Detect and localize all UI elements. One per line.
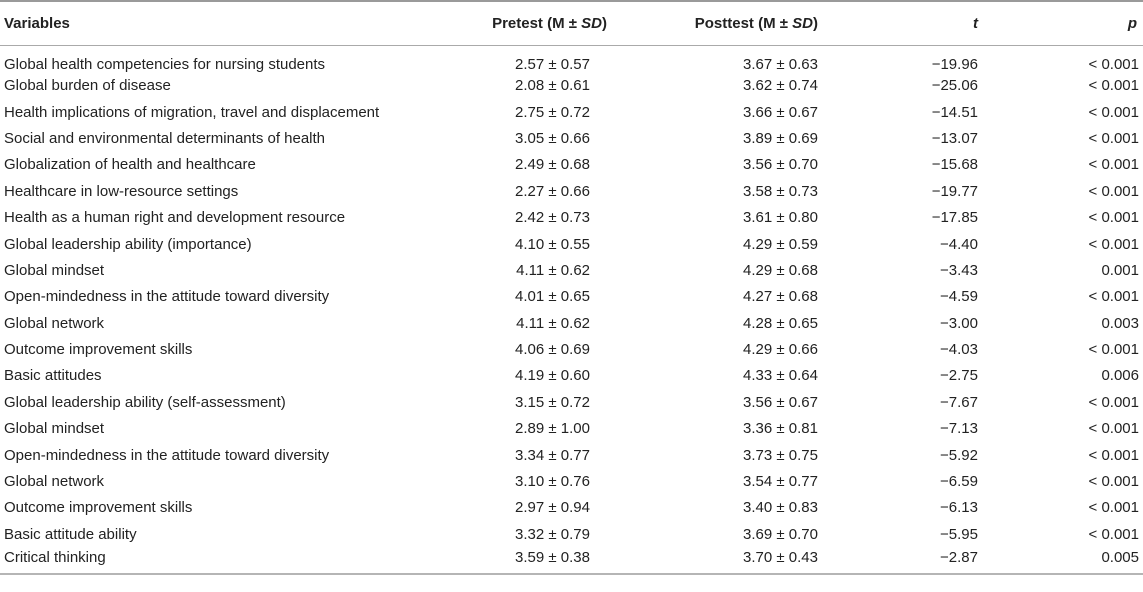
cell-p: < 0.001 — [1088, 235, 1139, 253]
cell-pretest: 2.49 ± 0.68 — [515, 156, 590, 174]
cell-t: −4.40 — [940, 235, 978, 253]
table-row — [0, 99, 1143, 125]
table-row — [0, 204, 1143, 230]
cell-variable: Healthcare in low-resource settings — [4, 182, 239, 200]
table-row — [0, 152, 1143, 178]
header-variables: Variables — [0, 1, 440, 45]
cell-p: < 0.001 — [1088, 209, 1139, 227]
cell-pretest: 3.10 ± 0.76 — [515, 473, 590, 491]
cell-p: < 0.001 — [1088, 156, 1139, 174]
cell-pretest: 3.34 ± 0.77 — [515, 446, 590, 464]
cell-p: < 0.001 — [1088, 446, 1139, 464]
header-t: t — [860, 1, 1020, 45]
cell-p: 0.006 — [1101, 367, 1139, 385]
cell-pretest: 4.10 ± 0.55 — [515, 235, 590, 253]
cell-posttest: 3.66 ± 0.67 — [743, 103, 818, 121]
cell-posttest: 3.58 ± 0.73 — [743, 182, 818, 200]
table-row — [0, 178, 1143, 204]
table-row — [0, 363, 1143, 389]
cell-pretest: 4.01 ± 0.65 — [515, 288, 590, 306]
cell-p: < 0.001 — [1088, 341, 1139, 359]
cell-posttest: 4.33 ± 0.64 — [743, 367, 818, 385]
cell-p: < 0.001 — [1088, 499, 1139, 517]
table-row — [0, 468, 1143, 494]
cell-posttest: 4.29 ± 0.66 — [743, 341, 818, 359]
cell-p: < 0.001 — [1088, 129, 1139, 147]
cell-variable: Basic attitudes — [4, 367, 102, 385]
cell-pretest: 2.42 ± 0.73 — [515, 209, 590, 227]
header-posttest-prefix: Posttest (M ± — [694, 14, 793, 32]
cell-pretest: 2.97 ± 0.94 — [515, 499, 590, 517]
cell-t: −15.68 — [931, 156, 978, 174]
cell-pretest: 2.08 ± 0.61 — [515, 77, 590, 95]
table-row — [0, 310, 1143, 336]
cell-variable: Global mindset — [4, 261, 105, 279]
cell-t: −4.59 — [940, 288, 978, 306]
table-row — [0, 389, 1143, 415]
cell-p: < 0.001 — [1088, 182, 1139, 200]
cell-variable: Health implications of migration, travel and displacement — [4, 103, 380, 121]
cell-variable: Global mindset — [4, 420, 105, 438]
cell-p: < 0.001 — [1088, 77, 1139, 95]
cell-variable: Global network — [4, 473, 105, 491]
cell-t: −3.00 — [940, 314, 978, 332]
cell-variable: Open-mindedness in the attitude toward diversity — [4, 446, 330, 464]
cell-pretest: 2.57 ± 0.57 — [515, 55, 590, 73]
cell-t: −4.03 — [940, 341, 978, 359]
table-row — [0, 231, 1143, 257]
cell-pretest: 4.11 ± 0.62 — [516, 261, 590, 279]
cell-posttest: 3.62 ± 0.74 — [743, 77, 818, 95]
cell-variable: Outcome improvement skills — [4, 499, 193, 517]
cell-t: −14.51 — [931, 103, 978, 121]
cell-variable: Global leadership ability (importance) — [4, 235, 252, 253]
cell-posttest: 3.69 ± 0.70 — [743, 525, 818, 543]
cell-pretest: 3.32 ± 0.79 — [515, 525, 590, 543]
cell-pretest: 3.59 ± 0.38 — [440, 548, 635, 574]
cell-pretest: 2.75 ± 0.72 — [515, 103, 590, 121]
cell-variable: Social and environmental determinants of health — [4, 129, 326, 147]
table-row — [0, 442, 1143, 468]
header-pretest-suffix: ) — [602, 14, 607, 32]
cell-posttest: 3.36 ± 0.81 — [743, 420, 818, 438]
cell-t: −7.67 — [940, 393, 978, 411]
cell-posttest: 3.73 ± 0.75 — [743, 446, 818, 464]
cell-variable: Health as a human right and development resource — [4, 209, 346, 227]
table-row — [0, 416, 1143, 442]
header-posttest-suffix: ) — [813, 14, 818, 32]
table-header — [0, 1, 1143, 45]
cell-p: < 0.001 — [1088, 420, 1139, 438]
table-row — [0, 45, 1143, 73]
table-row — [0, 73, 1143, 99]
cell-variable: Global leadership ability (self-assessment) — [4, 393, 286, 411]
cell-p: < 0.001 — [1088, 55, 1139, 73]
cell-pretest: 4.19 ± 0.60 — [515, 367, 590, 385]
cell-variable: Global network — [4, 314, 105, 332]
header-p: p — [1020, 1, 1143, 45]
cell-posttest: 3.54 ± 0.77 — [743, 473, 818, 491]
header-row — [0, 1, 1143, 45]
cell-p: < 0.001 — [1088, 473, 1139, 491]
cell-posttest: 3.89 ± 0.69 — [743, 129, 818, 147]
cell-p: < 0.001 — [1088, 393, 1139, 411]
cell-variable: Global health competencies for nursing students — [4, 55, 326, 73]
header-pretest-sd: SD — [581, 14, 602, 32]
header-posttest — [635, 1, 860, 45]
cell-posttest: 4.27 ± 0.68 — [743, 288, 818, 306]
cell-p: 0.003 — [1101, 314, 1139, 332]
table-row — [0, 257, 1143, 283]
table-row — [0, 284, 1143, 310]
cell-p: < 0.001 — [1088, 288, 1139, 306]
cell-t: −17.85 — [931, 209, 978, 227]
cell-posttest: 3.56 ± 0.67 — [743, 393, 818, 411]
table-row — [0, 548, 1143, 574]
cell-posttest: 4.29 ± 0.59 — [743, 235, 818, 253]
cell-posttest: 3.40 ± 0.83 — [743, 499, 818, 517]
table-row — [0, 125, 1143, 151]
cell-pretest: 2.27 ± 0.66 — [515, 182, 590, 200]
cell-posttest: 4.29 ± 0.68 — [743, 261, 818, 279]
table-body — [0, 45, 1143, 574]
cell-posttest: 3.61 ± 0.80 — [743, 209, 818, 227]
cell-pretest: 3.05 ± 0.66 — [515, 129, 590, 147]
cell-t: −3.43 — [940, 261, 978, 279]
cell-variable: Open-mindedness in the attitude toward diversity — [4, 288, 330, 306]
cell-p: 0.005 — [1020, 548, 1143, 574]
table-row — [0, 521, 1143, 547]
cell-t: −5.92 — [940, 446, 978, 464]
cell-t: −2.87 — [860, 548, 1020, 574]
cell-variable: Critical thinking — [0, 548, 440, 574]
cell-p: < 0.001 — [1088, 525, 1139, 543]
cell-posttest: 3.67 ± 0.63 — [743, 55, 818, 73]
cell-variable: Basic attitude ability — [4, 525, 137, 543]
cell-variable: Global burden of disease — [4, 77, 171, 95]
cell-t: −19.96 — [931, 55, 978, 73]
cell-t: −6.59 — [940, 473, 978, 491]
cell-variable: Outcome improvement skills — [4, 341, 193, 359]
cell-pretest: 4.06 ± 0.69 — [515, 341, 590, 359]
cell-posttest: 3.56 ± 0.70 — [743, 156, 818, 174]
cell-t: −6.13 — [940, 499, 978, 517]
cell-posttest: 4.28 ± 0.65 — [743, 314, 818, 332]
cell-variable: Globalization of health and healthcare — [4, 156, 256, 174]
table-row — [0, 336, 1143, 362]
cell-t: −13.07 — [931, 129, 978, 147]
header-pretest-prefix: Pretest (M ± — [492, 14, 582, 32]
cell-posttest: 3.70 ± 0.43 — [635, 548, 860, 574]
cell-t: −25.06 — [931, 77, 978, 95]
cell-t: −19.77 — [931, 182, 978, 200]
cell-p: < 0.001 — [1088, 103, 1139, 121]
header-pretest — [440, 1, 635, 45]
cell-pretest: 4.11 ± 0.62 — [516, 314, 590, 332]
cell-t: −2.75 — [940, 367, 978, 385]
cell-t: −7.13 — [940, 420, 978, 438]
cell-t: −5.95 — [940, 525, 978, 543]
header-posttest-sd: SD — [792, 14, 813, 32]
table-row — [0, 495, 1143, 521]
cell-pretest: 2.89 ± 1.00 — [515, 420, 590, 438]
cell-p: 0.001 — [1101, 261, 1139, 279]
cell-pretest: 3.15 ± 0.72 — [515, 393, 590, 411]
